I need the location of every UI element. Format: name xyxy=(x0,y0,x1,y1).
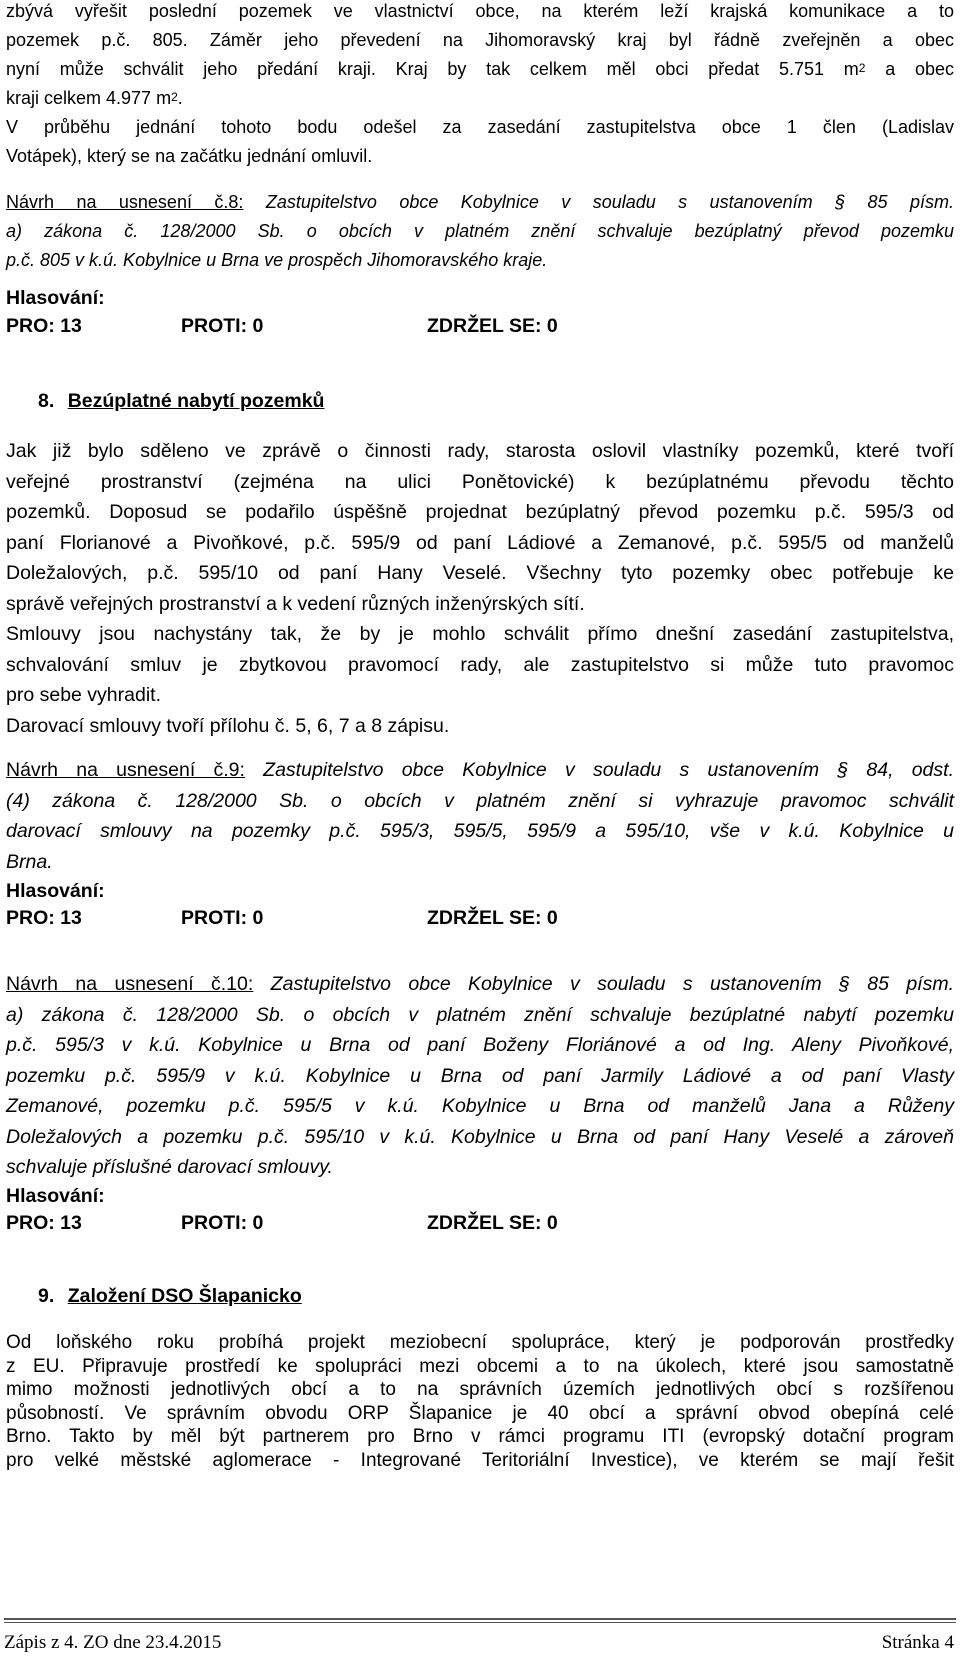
resolution-10 xyxy=(6,969,954,1183)
text-line: Návrh na usnesení č.8: Zastupitelstvo obce Kobylnice v souladu s ustanovením § 85 písm. xyxy=(6,192,955,212)
text-line: (4) zákona č. 128/2000 Sb. o obcích v platném znění si vyhrazuje pravomoc schválit xyxy=(6,789,954,812)
vote-proti: PROTI: 0 xyxy=(181,315,264,337)
vote-zdrzel: ZDRŽEL SE: 0 xyxy=(427,315,558,337)
voting-results xyxy=(6,1212,954,1242)
text-line: nyní může schválit jeho předání kraji. Kraj by tak celkem měl obci předat 5.751 $m^2$ a obec xyxy=(6,59,954,79)
text-line: pozemek p.č. 805. Záměr jeho převedení na Jihomoravský kraj byl řádně zveřejněn a obec xyxy=(6,30,954,50)
text-line: pro sebe vyhradit. xyxy=(6,684,162,706)
text-line: Brno. Takto by měl být partnerem pro Brno v rámci programu ITI (evropský dotační program xyxy=(6,1426,954,1447)
text-line: pozemku p.č. 595/9 v k.ú. Kobylnice u Brna od paní Jarmily Ládiové a od paní Vlasty xyxy=(6,1064,954,1087)
text-line: kraji celkem 4.977 $m^2$. xyxy=(6,88,183,108)
voting-results xyxy=(6,907,954,937)
text-line: V průběhu jednání tohoto bodu odešel za zasedání zastupitelstva obce 1 člen (Ladislav xyxy=(6,117,954,137)
text-line: Smlouvy jsou nachystány tak, že by je mohlo schválit přímo dnešní zasedání zastupitelstva, xyxy=(6,623,954,645)
resolution-label: Návrh na usnesení č.9: xyxy=(6,759,245,781)
footer-rule xyxy=(4,1618,956,1620)
text-line: veřejné prostranství (zejména na ulici Ponětovické) k bezúplatnému převodu těchto xyxy=(6,470,954,493)
vote-zdrzel: ZDRŽEL SE: 0 xyxy=(427,907,558,929)
text-line: Doležalových a pozemku p.č. 595/10 v k.ú. Kobylnice u Brna od paní Hany Veselé a zároveň xyxy=(6,1125,954,1148)
text-line: Zemanové, pozemku p.č. 595/5 v k.ú. Kobylnice u Brna od manželů Jana a Růženy xyxy=(6,1095,954,1117)
text-line: Brna. xyxy=(6,850,53,873)
vote-pro: PRO: 13 xyxy=(6,315,82,337)
vote-proti: PROTI: 0 xyxy=(181,1212,264,1234)
text-line: působností. Ve správním obvodu ORP Šlapanice je 40 obcí a správní obvod obepíná celé xyxy=(6,1402,954,1424)
vote-zdrzel: ZDRŽEL SE: 0 xyxy=(427,1212,558,1234)
voting-heading: Hlasování: xyxy=(6,1185,105,1207)
text-line: pro velké městské aglomerace - Integrované Teritoriální Investice), ve kterém se mají řešit xyxy=(6,1449,954,1471)
section-number: 8. xyxy=(38,390,55,412)
text-line: schvalování smluv je zbytkovou pravomocí rady, ale zastupitelstvo si může tuto pravomoc xyxy=(6,653,954,676)
footer-document-title: Zápis z 4. ZO dne 23.4.2015 xyxy=(4,1632,222,1653)
text-line: paní Florianové a Pivoňkové, p.č. 595/9 od paní Ládiové a Zemanové, p.č. 595/5 od manželů xyxy=(6,531,954,554)
text-line: správě veřejných prostranství a k vedení různých inženýrských sítí. xyxy=(6,592,585,615)
section-9-body xyxy=(6,1331,954,1472)
resolution-label: Návrh na usnesení č.8: xyxy=(6,192,244,212)
text-line: p.č. 805 v k.ú. Kobylnice u Brna ve prospěch Jihomoravského kraje. xyxy=(6,250,548,270)
section-heading-9 xyxy=(38,1285,302,1308)
section-heading-8 xyxy=(38,390,324,413)
text-line: Votápek), který se na začátku jednání omluvil. xyxy=(6,146,373,166)
resolution-label: Návrh na usnesení č.10: xyxy=(6,973,254,995)
text-line: mimo možnosti jednotlivých obcí a to na správních územích jednotlivých obcí s rozšířenou xyxy=(6,1379,954,1400)
vote-pro: PRO: 13 xyxy=(6,907,82,929)
voting-heading: Hlasování: xyxy=(6,880,105,902)
text-line: Návrh na usnesení č.10: Zastupitelstvo obce Kobylnice v souladu s ustanovením § 85 písm. xyxy=(6,973,954,995)
text-line: zbývá vyřešit poslední pozemek ve vlastnictví obce, na kterém leží krajská komunikace a to xyxy=(6,1,954,21)
voting-results xyxy=(6,315,954,345)
resolution-8 xyxy=(6,188,954,275)
section-number: 9. xyxy=(38,1285,55,1307)
text-line: a) zákona č. 128/2000 Sb. o obcích v platném znění schvaluje bezúplatné nabytí pozemku xyxy=(6,1003,954,1026)
resolution-9 xyxy=(6,755,954,877)
text-line: z EU. Připravuje prostředí ke spolupráci mezi obcemi a to na úkolech, které jsou samostatně xyxy=(6,1355,954,1377)
voting-heading: Hlasování: xyxy=(6,287,105,309)
footer-rule xyxy=(4,1622,956,1623)
text-line: Návrh na usnesení č.9: Zastupitelstvo obce Kobylnice v souladu s ustanovením § 84, odst. xyxy=(6,759,954,781)
text-line: Darovací smlouvy tvoří přílohu č. 5, 6, 7 a 8 zápisu. xyxy=(6,714,450,737)
text-line: Od loňského roku probíhá projekt meziobecní spolupráce, který je podporován prostředky xyxy=(6,1332,954,1353)
text-line: schvaluje příslušné darovací smlouvy. xyxy=(6,1156,333,1178)
section-8-body xyxy=(6,436,954,741)
section-title: Bezúplatné nabytí pozemků xyxy=(67,390,325,412)
text-line: Jak již bylo sděleno ve zprávě o činnosti rady, starosta oslovil vlastníky pozemků, které tvoří xyxy=(6,440,954,462)
footer-page-number: Stránka 4 xyxy=(881,1632,954,1653)
vote-proti: PROTI: 0 xyxy=(181,907,264,929)
text-line: darovací smlouvy na pozemky p.č. 595/3, 595/5, 595/9 a 595/10, vše v k.ú. Kobylnice u xyxy=(6,820,954,842)
text-line: pozemků. Doposud se podařilo úspěšně projednat bezúplatný převod pozemku p.č. 595/3 od xyxy=(6,501,954,523)
text-line: Doležalových, p.č. 595/10 od paní Hany Veselé. Všechny tyto pozemky obec potřebuje ke xyxy=(6,562,954,584)
vote-pro: PRO: 13 xyxy=(6,1212,82,1234)
text-line: a) zákona č. 128/2000 Sb. o obcích v platném znění schvaluje bezúplatný převod pozemku xyxy=(6,221,954,241)
section-title: Založení DSO Šlapanicko xyxy=(67,1285,302,1307)
intro-paragraph xyxy=(6,0,954,171)
text-line: p.č. 595/3 v k.ú. Kobylnice u Brna od paní Boženy Floriánové a od Ing. Aleny Pivoňkové, xyxy=(6,1034,954,1056)
